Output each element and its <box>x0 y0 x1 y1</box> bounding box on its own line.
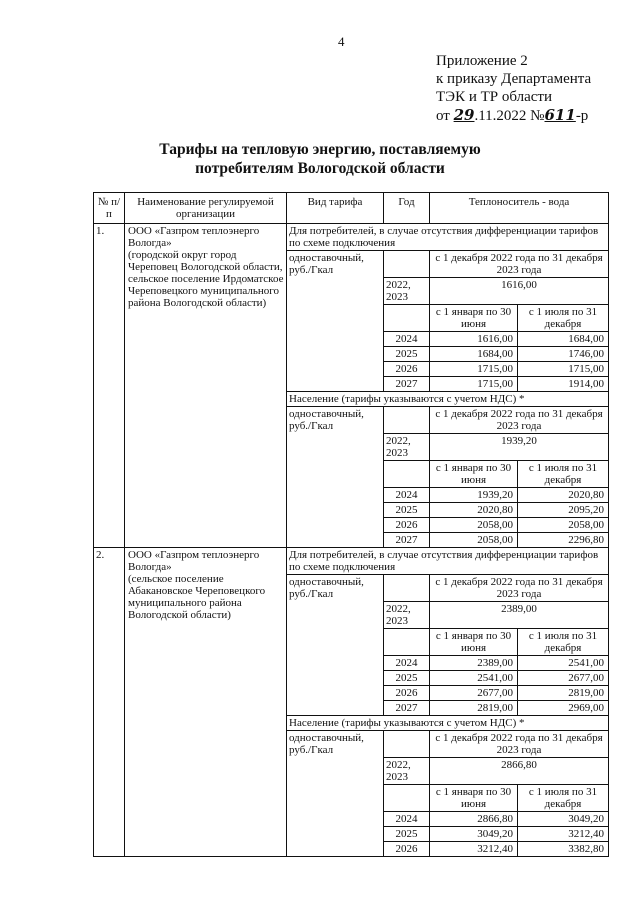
half-year-header-2: с 1 июля по 31 декабря <box>518 461 609 488</box>
tariff-value-h2: 2296,80 <box>518 533 609 548</box>
header-type: Вид тарифа <box>287 193 384 224</box>
tariff-value-h2: 2095,20 <box>518 503 609 518</box>
year-cell: 2025 <box>384 827 430 842</box>
year-cell: 2022, 2023 <box>384 278 430 305</box>
group-label: Население (тарифы указываются с учетом НДС) * <box>287 392 609 407</box>
tariff-value-h2: 2819,00 <box>518 686 609 701</box>
header-carrier: Теплоноситель - вода <box>430 193 609 224</box>
header-year: Год <box>384 193 430 224</box>
title-line-2: потребителям Вологодской области <box>195 160 445 177</box>
year-cell: 2022, 2023 <box>384 434 430 461</box>
year-cell: 2027 <box>384 701 430 716</box>
date-rest: .11.2022 № <box>474 108 545 124</box>
year-cell: 2024 <box>384 812 430 827</box>
tariff-value-h2: 3049,20 <box>518 812 609 827</box>
page-number: 4 <box>338 34 345 49</box>
year-cell: 2025 <box>384 503 430 518</box>
tariff-value-h2: 1746,00 <box>518 347 609 362</box>
date-day: 29 <box>453 106 475 124</box>
tariff-value-h2: 2677,00 <box>518 671 609 686</box>
tariff-value-h2: 3382,80 <box>518 842 609 857</box>
year-cell: 2025 <box>384 347 430 362</box>
half-year-header-1: с 1 января по 30 июня <box>430 629 518 656</box>
group-label: Для потребителей, в случае отсутствия дифференциации тарифов по схеме подключения <box>287 548 609 575</box>
tariff-value-h1: 2020,80 <box>430 503 518 518</box>
half-year-header-1: с 1 января по 30 июня <box>430 461 518 488</box>
period-value: 1616,00 <box>430 278 609 305</box>
period-label: с 1 декабря 2022 года по 31 декабря 2023 года <box>430 251 609 278</box>
appendix-line-3: ТЭК и ТР области <box>436 89 552 105</box>
year-cell: 2027 <box>384 377 430 392</box>
tariff-value-h1: 2058,00 <box>430 533 518 548</box>
year-cell-empty <box>384 785 430 812</box>
appendix-date-line <box>436 106 591 125</box>
tariff-type: одноставочный, руб./Гкал <box>287 731 384 857</box>
tariff-type: одноставочный, руб./Гкал <box>287 251 384 392</box>
period-label: с 1 декабря 2022 года по 31 декабря 2023 года <box>430 407 609 434</box>
tariff-value-h1: 3049,20 <box>430 827 518 842</box>
period-label: с 1 декабря 2022 года по 31 декабря 2023 года <box>430 575 609 602</box>
half-year-header-1: с 1 января по 30 июня <box>430 305 518 332</box>
document-title <box>0 140 640 178</box>
tariff-value-h2: 1684,00 <box>518 332 609 347</box>
year-cell: 2026 <box>384 362 430 377</box>
tariff-value-h1: 2677,00 <box>430 686 518 701</box>
year-cell: 2027 <box>384 533 430 548</box>
tariff-type: одноставочный, руб./Гкал <box>287 575 384 716</box>
half-year-header-2: с 1 июля по 31 декабря <box>518 785 609 812</box>
header-org: Наименование регулируемой организации <box>125 193 287 224</box>
org-number: 1. <box>94 224 125 548</box>
table-row <box>94 224 609 251</box>
tariff-value-h1: 1715,00 <box>430 377 518 392</box>
date-prefix: от <box>436 108 450 124</box>
period-value: 2866,80 <box>430 758 609 785</box>
org-name: ООО «Газпром теплоэнерго Вологда» <box>128 549 260 573</box>
org-number: 2. <box>94 548 125 857</box>
group-label: Население (тарифы указываются с учетом НДС) * <box>287 716 609 731</box>
period-label: с 1 декабря 2022 года по 31 декабря 2023 года <box>430 731 609 758</box>
table-header-row <box>94 193 609 224</box>
tariff-type: одноставочный, руб./Гкал <box>287 407 384 548</box>
tariff-value-h1: 1939,20 <box>430 488 518 503</box>
year-cell-empty <box>384 305 430 332</box>
org-detail: (сельское поселение Абакановское Череповецкого муниципального района Вологодской области) <box>128 573 266 621</box>
org-cell <box>125 548 287 857</box>
tariff-value-h2: 3212,40 <box>518 827 609 842</box>
tariff-value-h2: 2969,00 <box>518 701 609 716</box>
year-cell: 2024 <box>384 332 430 347</box>
tariff-value-h1: 2389,00 <box>430 656 518 671</box>
year-cell-empty <box>384 251 430 278</box>
order-number: 611 <box>544 106 576 124</box>
tariff-value-h1: 2058,00 <box>430 518 518 533</box>
tariff-value-h2: 1715,00 <box>518 362 609 377</box>
year-cell: 2022, 2023 <box>384 758 430 785</box>
year-cell: 2024 <box>384 656 430 671</box>
year-cell-empty <box>384 629 430 656</box>
tariff-value-h1: 1684,00 <box>430 347 518 362</box>
year-cell: 2026 <box>384 842 430 857</box>
org-name: ООО «Газпром теплоэнерго Вологда» <box>128 225 260 249</box>
year-cell-empty <box>384 407 430 434</box>
year-cell-empty <box>384 731 430 758</box>
tariff-value-h2: 2541,00 <box>518 656 609 671</box>
title-line-1: Тарифы на тепловую энергию, поставляемую <box>159 141 481 158</box>
year-cell: 2026 <box>384 686 430 701</box>
half-year-header-2: с 1 июля по 31 декабря <box>518 305 609 332</box>
half-year-header-2: с 1 июля по 31 декабря <box>518 629 609 656</box>
year-cell: 2024 <box>384 488 430 503</box>
tariff-value-h1: 1715,00 <box>430 362 518 377</box>
header-num: № п/п <box>94 193 125 224</box>
year-cell-empty <box>384 575 430 602</box>
appendix-line-2: к приказу Департамента <box>436 71 592 87</box>
appendix-block <box>436 52 591 125</box>
org-detail: (городской округ город Череповец Вологодской области, сельское поселение Ирдоматское Череповецкого муниципального района Вологодской области) <box>128 249 284 309</box>
period-value: 1939,20 <box>430 434 609 461</box>
tariff-value-h1: 2819,00 <box>430 701 518 716</box>
year-cell: 2026 <box>384 518 430 533</box>
org-cell <box>125 224 287 548</box>
year-cell: 2022, 2023 <box>384 602 430 629</box>
tariff-value-h1: 3212,40 <box>430 842 518 857</box>
tariff-value-h1: 2866,80 <box>430 812 518 827</box>
table-row <box>94 548 609 575</box>
tariff-value-h2: 2058,00 <box>518 518 609 533</box>
half-year-header-1: с 1 января по 30 июня <box>430 785 518 812</box>
group-label: Для потребителей, в случае отсутствия дифференциации тарифов по схеме подключения <box>287 224 609 251</box>
tariff-value-h1: 1616,00 <box>430 332 518 347</box>
appendix-line-1: Приложение 2 <box>436 53 528 69</box>
tariff-value-h2: 2020,80 <box>518 488 609 503</box>
period-value: 2389,00 <box>430 602 609 629</box>
year-cell-empty <box>384 461 430 488</box>
tariff-value-h2: 1914,00 <box>518 377 609 392</box>
year-cell: 2025 <box>384 671 430 686</box>
tariff-table <box>93 192 609 857</box>
tariff-value-h1: 2541,00 <box>430 671 518 686</box>
order-suffix: -р <box>575 108 589 124</box>
